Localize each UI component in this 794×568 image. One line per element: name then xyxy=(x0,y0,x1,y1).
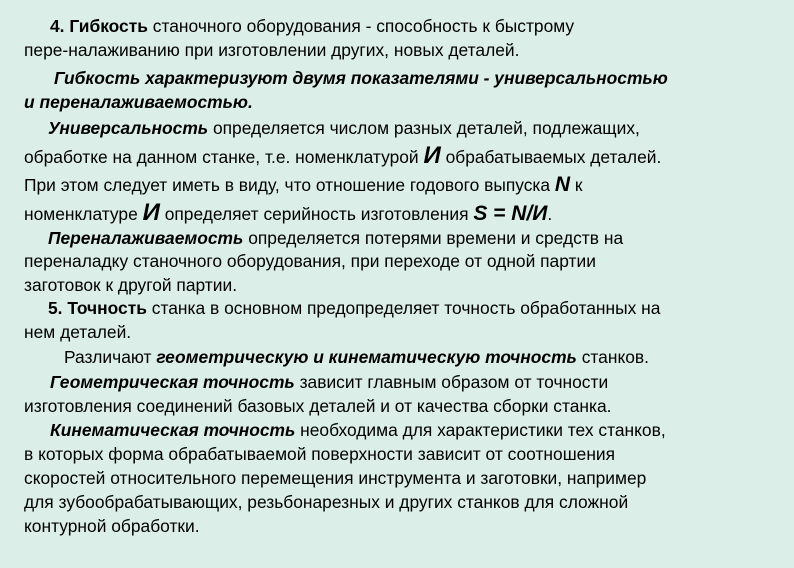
term-universality: Универсальность xyxy=(48,118,209,138)
text: станков. xyxy=(576,347,649,367)
symbol-N: N xyxy=(554,173,571,196)
line xyxy=(48,227,623,249)
text: обработке на данном станке, т.е. номенклатурой xyxy=(24,147,424,167)
text: переналадку станочного оборудования, при переходе от одной партии xyxy=(24,251,596,271)
symbol-I: И xyxy=(142,199,160,226)
line xyxy=(48,117,640,139)
heading-flexibility: 4. Гибкость xyxy=(50,16,148,36)
text: обрабатываемых деталей. xyxy=(440,147,662,167)
line xyxy=(24,39,519,61)
text: нем деталей. xyxy=(24,322,132,342)
line xyxy=(24,491,628,513)
line xyxy=(50,371,608,393)
term-readjustability: Переналаживаемость xyxy=(48,228,244,248)
heading-accuracy: 5. Точность xyxy=(48,298,147,318)
text: определяется потерями времени и средств на xyxy=(243,228,624,248)
line xyxy=(24,142,662,169)
text: скоростей относительного перемещения инструмента и заготовки, например xyxy=(24,468,647,488)
text: станка в основном предопределяет точность обработанных на xyxy=(146,298,661,318)
emphasis: Гибкость характеризуют двумя показателями - универсальностью xyxy=(54,68,668,88)
line xyxy=(24,91,253,113)
symbol-I: И xyxy=(423,142,441,169)
line xyxy=(64,346,649,368)
line-flexibility-heading xyxy=(50,15,574,37)
line xyxy=(24,250,596,272)
line xyxy=(24,467,646,489)
emphasis: и переналаживаемостью. xyxy=(24,92,253,112)
text: заготовок к другой партии. xyxy=(24,275,238,295)
text: необходима для характеристики тех станков, xyxy=(295,420,666,440)
text: определяет серийность изготовления xyxy=(159,204,474,224)
text: . xyxy=(547,204,553,224)
line xyxy=(50,419,666,441)
line xyxy=(24,321,131,343)
text: пере-налаживанию при изготовлении других, новых деталей. xyxy=(24,40,520,60)
text: для зубообрабатывающих, резьбонарезных и других станков для сложной xyxy=(24,492,629,512)
line xyxy=(24,274,237,296)
text: зависит главным образом от точности xyxy=(294,372,609,392)
line-accuracy-heading xyxy=(48,297,660,319)
formula: S = N/И xyxy=(473,202,548,225)
line xyxy=(24,395,612,417)
line xyxy=(24,199,553,226)
text: номенклатуре xyxy=(24,204,143,224)
line xyxy=(24,174,583,196)
term-geometric-accuracy: Геометрическая точность xyxy=(50,372,295,392)
text: контурной обработки. xyxy=(24,516,200,536)
text: Различают xyxy=(64,347,157,367)
emphasis: геометрическую и кинематическую точность xyxy=(156,347,577,367)
line xyxy=(24,443,615,465)
text: При этом следует иметь в виду, что отношение годового выпуска xyxy=(24,175,555,195)
term-kinematic-accuracy: Кинематическая точность xyxy=(50,420,296,440)
line xyxy=(54,67,668,89)
text: к xyxy=(570,175,583,195)
text: в которых форма обрабатываемой поверхности зависит от соотношения xyxy=(24,444,616,464)
line xyxy=(24,515,200,537)
text: изготовления соединений базовых деталей и от качества сборки станка. xyxy=(24,396,612,416)
text: станочного оборудования - способность к быстрому xyxy=(147,16,575,36)
text: определяется числом разных деталей, подлежащих, xyxy=(208,118,640,138)
